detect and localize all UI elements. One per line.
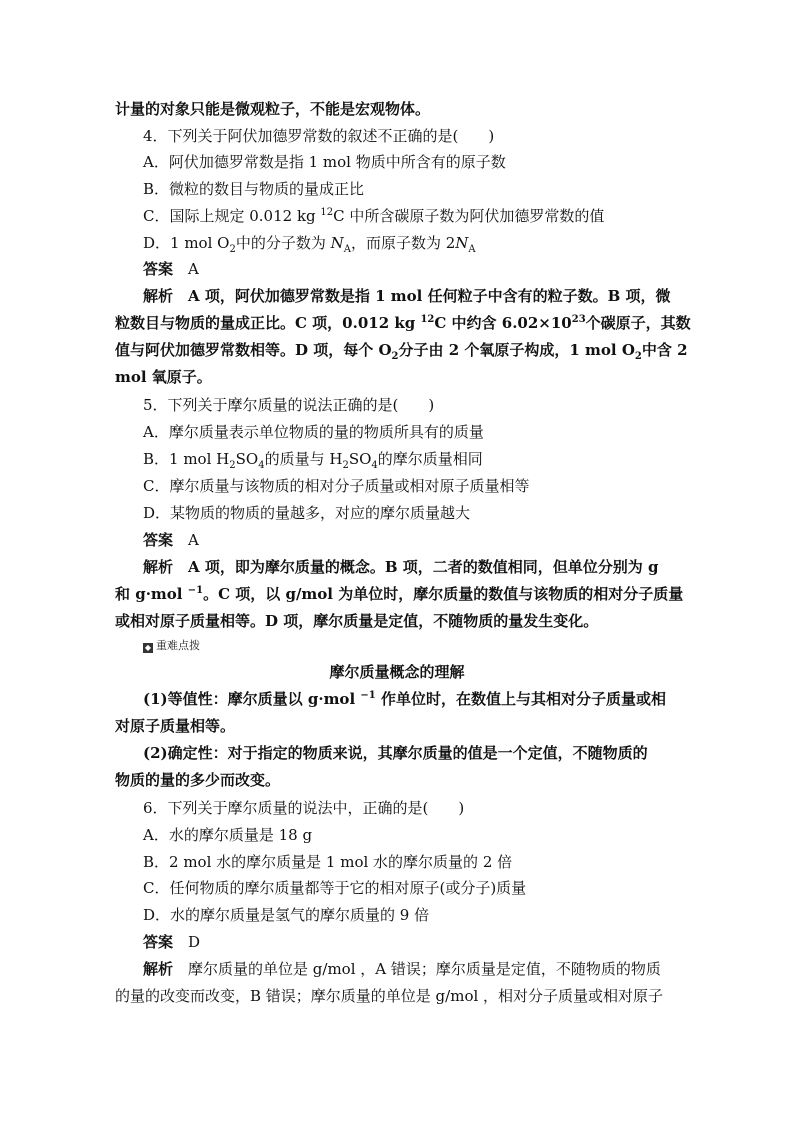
q5-option-b: B．1 mol $H_2SO_4$的质量与 $H_2SO_4$的摩尔质量相同 [143,450,483,471]
q6-stem: 6．下列关于摩尔质量的说法中，正确的是( ) [143,799,465,817]
tip-p1-line1: (1)等值性：摩尔质量以 g·mol $^{-1}$ 作单位时，在数值上与其相对分子质量或相 [143,690,666,708]
q6-explanation-line1: 解析 摩尔质量的单位是 g/mol ，A 错误；摩尔质量是定值，不随物质的物质 [143,960,661,978]
intro-line: 计量的对象只能是微观粒子，不能是宏观物体。 [115,100,431,118]
q6-explanation-line2: 的量的改变而改变，B 错误；摩尔质量的单位是 g/mol ，相对分子质量或相对原子 [115,987,664,1005]
q5-stem: 5．下列关于摩尔质量的说法正确的是( ) [143,396,435,414]
tip-p2-line2: 物质的量的多少而改变。 [115,771,281,789]
q5-option-d: D．某物质的物质的量越多，对应的摩尔质量越大 [143,504,471,522]
q4-explanation-line4: mol 氧原子。 [115,368,212,386]
q5-option-a: A．摩尔质量表示单位物质的量的物质所具有的质量 [143,423,484,441]
q5-explanation-line2: 和 g·mol $^{-1}$。C 项，以 g/mol 为单位时，摩尔质量的数值与该物质的相对分子质量 [115,585,684,603]
q5-explanation-line1: 解析 A 项，即为摩尔质量的概念。B 项，二者的数值相同，但单位分别为 g [143,558,659,576]
q4-explanation-line3: 值与阿伏加德罗常数相等。D 项，每个 $O_2$分子由 2 个氧原子构成，1 mol $O_2$中含 2 [115,341,688,362]
q4-explanation-line1: 解析 A 项，阿伏加德罗常数是指 1 mol 任何粒子中含有的粒子数。B 项，微 [143,287,671,305]
q4-option-a: A．阿伏加德罗常数是指 1 mol 物质中所含有的原子数 [143,153,506,171]
q6-answer: 答案 D [143,933,201,951]
q4-option-b: B．微粒的数目与物质的量成正比 [143,180,365,198]
tip-p1-line2: 对原子质量相等。 [115,717,236,735]
q4-option-d: D．1 mol $O_2$中的分子数为 $N_A$，而原子数为 $2N_A$ [143,234,476,255]
q6-option-a: A．水的摩尔质量是 18 g [143,826,313,844]
q6-option-b: B．2 mol 水的摩尔质量是 1 mol 水的摩尔质量的 2 倍 [143,853,513,871]
tip-icon: ◆ [144,643,152,652]
tip-badge: ◆ 重难点拨 [144,639,200,652]
q5-explanation-line3: 或相对原子质量相等。D 项，摩尔质量是定值，不随物质的量发生变化。 [115,612,599,630]
q5-option-c: C．摩尔质量与该物质的相对分子质量或相对原子质量相等 [143,477,530,495]
q6-option-c: C．任何物质的摩尔质量都等于它的相对原子(或分子)质量 [143,879,527,897]
q5-answer: 答案 A [143,531,199,549]
q4-explanation-line2: 粒数目与物质的量成正比。C 项，0.012 kg $^{12}$C 中约含 $6.02\times 10^{23}$个碳原子，其数 [115,314,691,332]
q4-option-c: C．国际上规定 0.012 kg $^{12}$C 中所含碳原子数为阿伏加德罗常数的值 [143,207,605,225]
q4-answer: 答案 A [143,260,199,278]
tip-title: 摩尔质量概念的理解 [329,663,465,681]
q4-stem: 4．下列关于阿伏加德罗常数的叙述不正确的是( ) [143,127,495,145]
q6-option-d: D．水的摩尔质量是氢气的摩尔质量的 9 倍 [143,906,430,924]
tip-p2-line1: (2)确定性：对于指定的物质来说，其摩尔质量的值是一个定值，不随物质的 [143,744,648,762]
